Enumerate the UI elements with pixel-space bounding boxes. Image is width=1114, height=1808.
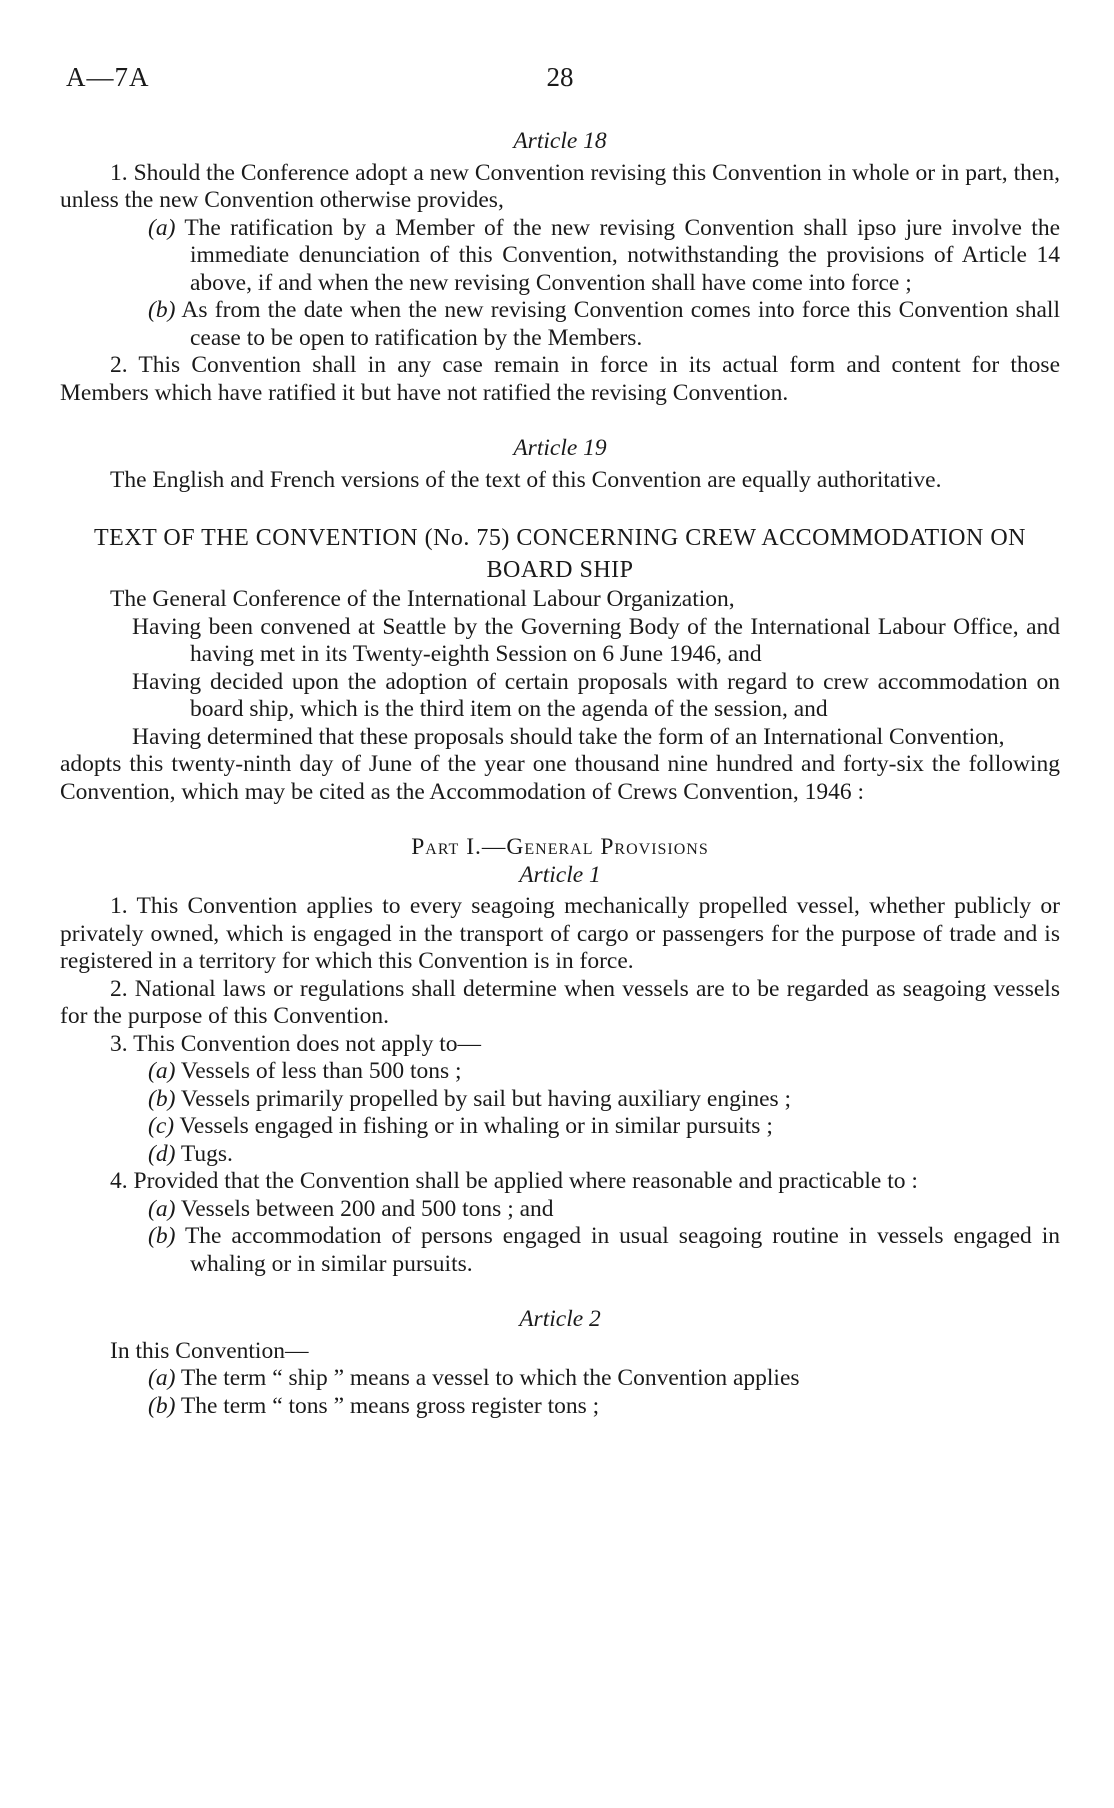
list-label: (d) [148, 1140, 176, 1167]
preamble-clause: Having determined that these proposals should take the form of an International Convention, [132, 723, 1005, 750]
paragraph: 3. This Convention does not apply to— [110, 1030, 481, 1057]
document-page [60, 0, 1060, 1808]
list-label: (a) [148, 1365, 176, 1391]
list-item [60, 1196, 1060, 1224]
list-item [60, 1113, 1060, 1141]
list-text: Vessels engaged in fishing or in whaling or in similar pursuits ; [179, 1113, 773, 1139]
paragraph: 2. National laws or regulations shall determine when vessels are to be regarded as seagoing vessels for the purpose of this Convention. [60, 975, 1060, 1029]
article-heading: Article 2 [519, 1306, 601, 1332]
list-text: Vessels primarily propelled by sail but having auxiliary engines ; [180, 1085, 792, 1112]
list-text: The ratification by a Member of the new revising Convention shall ipso jure involve the immediate denunciation of this Convention, notwithstanding the provisions of Article 14 above, if and when the new revising Convention shall have come into force ; [184, 214, 1061, 296]
paragraph: In this Convention— [110, 1337, 309, 1364]
list-label: (a) [148, 1058, 176, 1084]
paragraph: 1. Should the Conference adopt a new Convention revising this Convention in whole or in part, then, unless the new Convention otherwise provides, [60, 159, 1060, 213]
document-reference: A—7A [66, 62, 150, 92]
list-item [60, 215, 1060, 298]
page-number: 28 [546, 62, 574, 92]
list-label: (a) [148, 1195, 176, 1222]
paragraph: 2. This Convention shall in any case remain in force in its actual form and content for those Members which have ratified it but have not ratified the revising Convention. [60, 352, 1060, 406]
spacer [60, 1278, 1060, 1306]
list-label: (a) [148, 214, 176, 241]
paragraph: The English and French versions of the text of this Convention are equally authoritative. [110, 466, 942, 493]
paragraph: 4. Provided that the Convention shall be applied where reasonable and practicable to : [110, 1168, 918, 1194]
list-item [60, 1365, 1060, 1393]
list-label: (b) [148, 1223, 176, 1249]
list-text: Tugs. [180, 1140, 233, 1167]
article-heading: Article 18 [513, 128, 607, 154]
list-text: Vessels of less than 500 tons ; [180, 1058, 462, 1084]
document-body [60, 128, 1060, 1420]
preamble-clause: Having been convened at Seattle by the Governing Body of the International Labour Office, and having met in its Twenty-eighth Session on 6 June 1946, and [132, 613, 1060, 667]
preamble-clause: Having decided upon the adoption of certain proposals with regard to crew accommodation on board ship, which is the third item on the agenda of the session, and [132, 668, 1060, 722]
list-item [60, 1223, 1060, 1278]
convention-title: TEXT OF THE CONVENTION (No. 75) CONCERNING CREW ACCOMMODATION ON BOARD SHIP [94, 525, 1026, 583]
list-item [60, 297, 1060, 352]
list-item [60, 1058, 1060, 1086]
list-text: As from the date when the new revising Convention comes into force this Convention shall cease to be open to ratification by the Members. [181, 297, 1060, 351]
article-heading: Article 1 [519, 861, 601, 888]
list-text: The accommodation of persons engaged in usual seagoing routine in vessels engaged in whaling or in similar pursuits. [184, 1223, 1060, 1277]
list-label: (b) [148, 297, 176, 323]
list-text: Vessels between 200 and 500 tons ; and [180, 1195, 554, 1222]
list-item [60, 1086, 1060, 1114]
list-label: (b) [148, 1085, 176, 1112]
list-label: (b) [148, 1392, 176, 1419]
spacer [60, 806, 1060, 834]
paragraph: The General Conference of the International Labour Organization, [110, 586, 735, 612]
list-text: The term “ ship ” means a vessel to which the Convention applies [180, 1365, 800, 1391]
list-item [60, 1141, 1060, 1169]
part-title: Part I.—General Provisions [411, 834, 709, 860]
spacer [60, 407, 1060, 435]
list-text: The term “ tons ” means gross register tons ; [180, 1392, 600, 1419]
list-item [60, 1393, 1060, 1421]
list-label: (c) [148, 1113, 175, 1139]
paragraph: adopts this twenty-ninth day of June of the year one thousand nine hundred and forty-six the following Convention, which may be cited as the Accommodation of Crews Convention, 1946 : [60, 751, 1060, 805]
spacer [60, 494, 1060, 522]
paragraph: 1. This Convention applies to every seagoing mechanically propelled vessel, whether publicly or privately owned, which is engaged in the transport of cargo or passengers for the purpose of trade and is registered in a territory for which this Convention is in force. [60, 893, 1060, 974]
article-heading: Article 19 [513, 435, 607, 461]
